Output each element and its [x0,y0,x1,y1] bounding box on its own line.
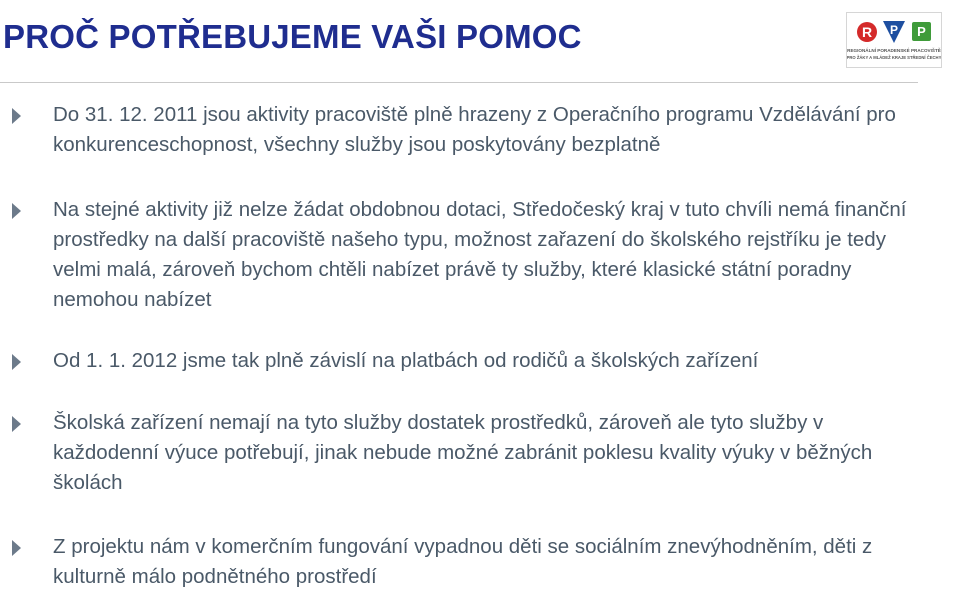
logo-letter-r-icon [857,22,877,42]
bullet-text: Z projektu nám v komerčním fungování vypadnou děti se sociálním znevýhodněním, děti z kulturně málo podnětného prostředí [53,535,873,588]
logo-letter-p2-icon [912,22,931,41]
bullet-arrow-icon [12,203,21,219]
bullet-text: Do 31. 12. 2011 jsou aktivity pracoviště plně hrazeny z Operačního programu Vzdělávání pro konkurenceschopnost, všechny služby jsou poskytovány bezplatně [53,103,896,156]
organization-logo [846,12,942,68]
logo-caption-line1: REGIONÁLNÍ PORADENSKÉ PRACOVIŠTĚ [847,48,941,53]
logo-letter-p1: P [889,23,899,37]
title-divider [0,82,918,83]
bullet-arrow-icon [12,108,21,124]
bullet-text: Na stejné aktivity již nelze žádat obdobnou dotaci, Středočeský kraj v tuto chvíli nemá finanční prostředky na další pracoviště našeho typu, možnost zařazení do školského rejstříku je tedy velmi malá, zároveň bychom chtěli nabízet právě ty služby, které klasické státní poradny nemohou nabízet [53,198,907,311]
logo-letter-r: R [861,24,873,40]
bullet-text: Od 1. 1. 2012 jsme tak plně závislí na platbách od rodičů a školských zařízení [53,349,759,372]
logo-caption-line2: PRO ŽÁKY A MLÁDEŽ KRAJE STŘEDNÍ ČECHY [847,55,941,60]
bullet-text: Školská zařízení nemají na tyto služby dostatek prostředků, zároveň ale tyto služby v každodenní výuce potřebují, jinak nebude možné zabránit poklesu kvality výuky v běžných školách [53,411,873,494]
bullet-arrow-icon [12,354,21,370]
slide-title: PROČ POTŘEBUJEME VAŠI POMOC [3,18,582,55]
bullet-arrow-icon [12,540,21,556]
logo-letter-p1-icon [883,21,905,43]
bullet-arrow-icon [12,416,21,432]
logo-letter-p2: P [917,24,926,39]
